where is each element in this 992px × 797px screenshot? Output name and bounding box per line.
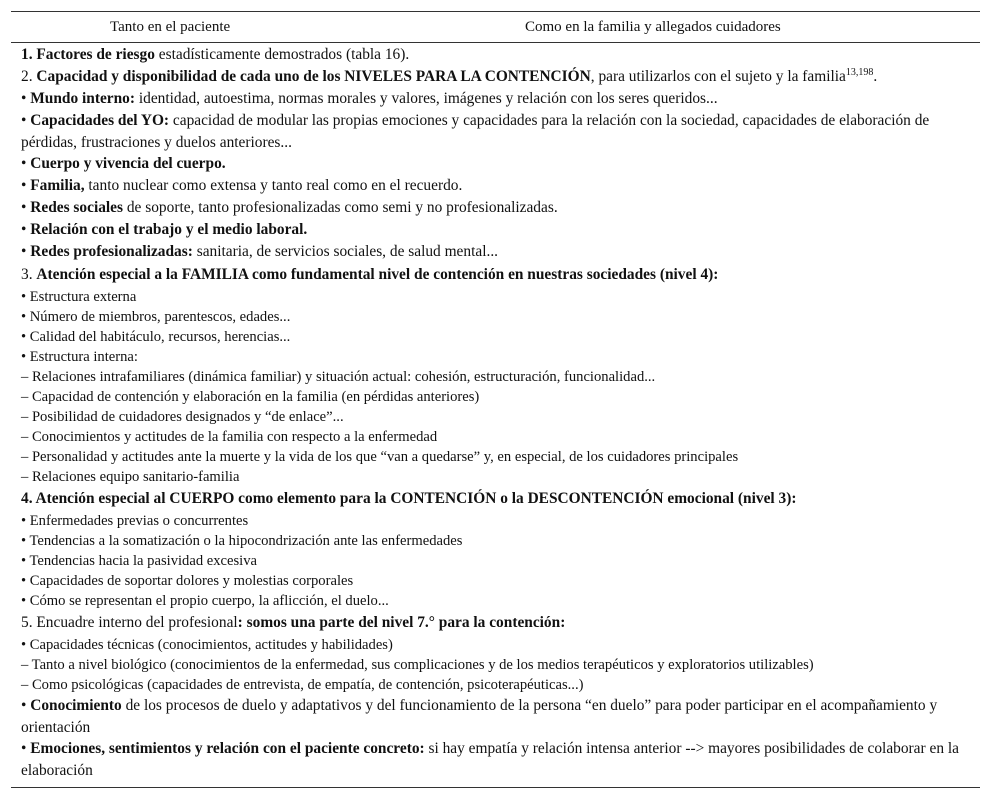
item-text: si hay empatía y relación intensa anterior --> mayores posibilidades de colaborar en la elaboración: [21, 740, 959, 779]
item-text: de los procesos de duelo y adaptativos y del funcionamiento de la persona “en duelo” para poder participar en el acompañamiento y orientación: [21, 697, 938, 736]
list-item: • Conocimiento de los procesos de duelo y adaptativos y del funcionamiento de la persona “en duelo” para poder participar en el acompañamiento y orientación: [21, 697, 938, 736]
list-item: – Tanto a nivel biológico (conocimientos de la enfermedad, sus complicaciones y de los medios terapéuticos y exploratorios utilizables): [21, 657, 814, 673]
list-item: • Emociones, sentimientos y relación con el paciente concreto: si hay empatía y relación intensa anterior --> mayores posibilidades de colaborar en la elaboración: [21, 740, 959, 779]
section-1-text: estadísticamente demostrados (tabla 16).: [154, 46, 410, 63]
list-item: • Estructura interna:: [21, 349, 138, 365]
section-5-plain: 5. Encuadre interno del profesional: [21, 614, 238, 631]
list-item: • Cuerpo y vivencia del cuerpo.: [21, 155, 226, 172]
item-bold: Familia,: [30, 177, 85, 194]
list-item: • Capacidades del YO: capacidad de modular las propias emociones y capacidades para la relación con la sociedad, capacidades de elaboración de pérdidas, frustraciones y duelos anteriores...: [21, 112, 930, 151]
item-text: capacidad de modular las propias emociones y capacidades para la relación con la sociedad, capacidades de elaboración de pérdidas, frustraciones y duelos anteriores...: [21, 112, 930, 151]
list-item: • Redes profesionalizadas: sanitaria, de servicios sociales, de salud mental...: [21, 243, 499, 260]
section-3-num: 3.: [21, 266, 37, 283]
list-item: • Capacidades técnicas (conocimientos, actitudes y habilidades): [21, 637, 393, 653]
table-body: [21, 45, 961, 781]
header-col-patient: Tanto en el paciente: [110, 19, 231, 35]
content-table: [11, 11, 980, 788]
list-item: • Enfermedades previas o concurrentes: [21, 513, 249, 529]
section-2-num: 2.: [21, 68, 37, 85]
item-text: sanitaria, de servicios sociales, de salud mental...: [192, 243, 499, 260]
section-1-title: 1.: [21, 46, 37, 63]
section-2: [21, 65, 961, 89]
item-bold: Conocimiento: [30, 697, 122, 714]
list-item: • Cómo se representan el propio cuerpo, la aflicción, el duelo...: [21, 593, 389, 609]
list-item: • Calidad del habitáculo, recursos, herencias...: [21, 329, 291, 345]
list-item: • Tendencias a la somatización o la hipocondrización ante las enfermedades: [21, 533, 463, 549]
item-text: identidad, autoestima, normas morales y valores, imágenes y relación con los seres queridos...: [135, 90, 718, 107]
section-2-text: , para utilizarlos con el sujeto y la familia: [590, 68, 846, 85]
list-item: • Redes sociales de soporte, tanto profesionalizadas como semi y no profesionalizadas.: [21, 199, 558, 216]
list-item: • Estructura externa: [21, 289, 137, 305]
list-item: • Relación con el trabajo y el medio laboral.: [21, 221, 308, 238]
section-5-bold: : somos una parte del nivel 7.° para la contención:: [237, 614, 566, 631]
section-4: [21, 487, 961, 511]
list-item: – Relaciones intrafamiliares (dinámica familiar) y situación actual: cohesión, estructuración, funcionalidad...: [21, 369, 656, 385]
list-item: – Relaciones equipo sanitario-familia: [21, 469, 240, 485]
section-2-end: .: [873, 68, 878, 85]
section-3-bold: Atención especial a la FAMILIA como fundamental nivel de contención en nuestras sociedades (nivel 4):: [36, 266, 719, 283]
item-text: de soporte, tanto profesionalizadas como semi y no profesionalizadas.: [123, 199, 558, 216]
list-item: • Capacidades de soportar dolores y molestias corporales: [21, 573, 354, 589]
section-2-bold: Capacidad y disponibilidad de cada uno de los NIVELES PARA LA CONTENCIÓN: [36, 68, 591, 85]
list-item: – Como psicológicas (capacidades de entrevista, de empatía, de contención, psicoterapéuticas...): [21, 677, 584, 693]
list-item: • Número de miembros, parentescos, edades...: [21, 309, 291, 325]
list-item: • Familia, tanto nuclear como extensa y tanto real como en el recuerdo.: [21, 177, 463, 194]
table-header: [11, 12, 980, 43]
header-col-family: Como en la familia y allegados cuidadores: [525, 19, 781, 35]
list-item: • Mundo interno: identidad, autoestima, normas morales y valores, imágenes y relación con los seres queridos...: [21, 90, 718, 107]
section-1: [21, 45, 961, 65]
item-text: tanto nuclear como extensa y tanto real como en el recuerdo.: [84, 177, 463, 194]
section-4-bold: 4. Atención especial al CUERPO como elemento para la CONTENCIÓN o la DESCONTENCIÓN emocional (nivel 3):: [21, 490, 797, 507]
list-item: – Capacidad de contención y elaboración en la familia (en pérdidas anteriores): [21, 389, 480, 405]
item-bold: Capacidades del YO:: [30, 112, 170, 129]
list-item: – Posibilidad de cuidadores designados y “de enlace”...: [21, 409, 344, 425]
list-item: • Tendencias hacia la pasividad excesiva: [21, 553, 258, 569]
item-bold: Mundo interno:: [30, 90, 136, 107]
item-bold: Cuerpo y vivencia del cuerpo.: [30, 155, 226, 172]
section-5: [21, 611, 961, 635]
section-2-citation: 13,198: [845, 67, 874, 78]
section-3: [21, 263, 961, 287]
section-1-bold: Factores de riesgo: [36, 46, 155, 63]
item-bold: Redes profesionalizadas:: [30, 243, 193, 260]
item-bold: Relación con el trabajo y el medio laboral.: [30, 221, 308, 238]
list-item: – Personalidad y actitudes ante la muerte y la vida de los que “van a quedarse” y, en especial, de los cuidadores principales: [21, 449, 739, 465]
list-item: – Conocimientos y actitudes de la familia con respecto a la enfermedad: [21, 429, 438, 445]
item-bold: Emociones, sentimientos y relación con el paciente concreto:: [30, 740, 425, 757]
item-bold: Redes sociales: [30, 199, 124, 216]
